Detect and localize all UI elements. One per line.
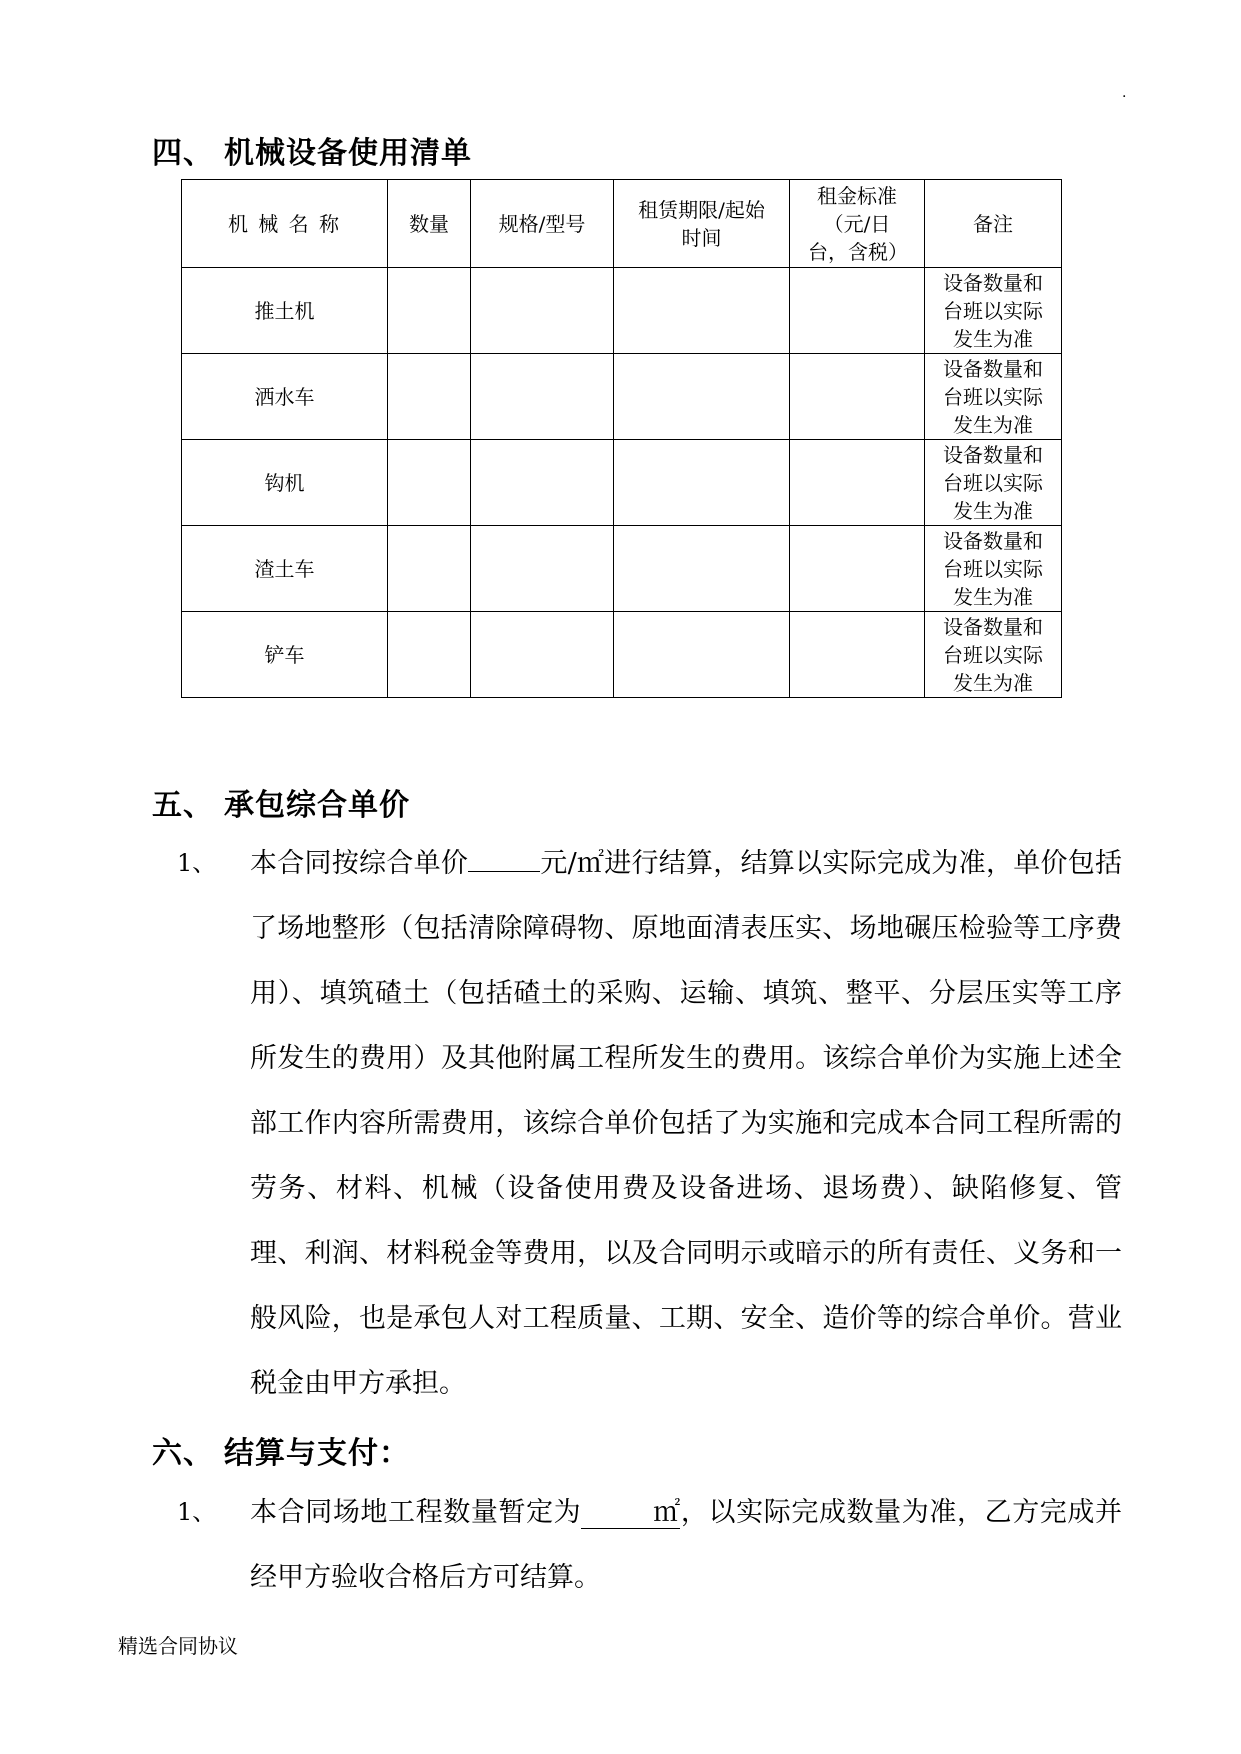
table-row [182, 612, 1062, 698]
note-cell: 设备数量和台班以实际发生为准 [925, 526, 1062, 612]
settlement-paragraph [250, 1480, 1122, 1610]
text-run: 元/㎡进行结算，结算以实际完成为准，单价包括了场地整形（包括清除障碍物、原地面清表压实、场地碾压检验等工序费用）、填筑碴土（包括碴土的采购、运输、填筑、整平、分层压实等工序所发生的费用）及其他附属工程所发生的费用。该综合单价为实施上述全部工作内容所需费用，该综合单价包括了为实施和完成本合同工程所需的劳务、材料、机械（设备使用费及设备进场、退场费）、缺陷修复、管理、利润、材料税金等费用，以及合同明示或暗示的所有责任、义务和一般风险，也是承包人对工程质量、工期、安全、造价等的综合单价。营业税金由甲方承担。 [250, 848, 1122, 1399]
item-index: 1、 [177, 1498, 217, 1526]
period-cell [614, 354, 790, 440]
machine-name: 铲车 [182, 612, 388, 698]
section-heading-4 [152, 128, 472, 172]
col-header-quantity: 数量 [388, 180, 471, 268]
section-number: 六、 [152, 1436, 214, 1471]
section-number: 四、 [152, 136, 214, 171]
rent-cell [790, 268, 925, 354]
machinery-table [181, 179, 1062, 698]
col-header-period: 租赁期限/起始时间 [614, 180, 790, 268]
table-row [182, 526, 1062, 612]
rent-cell [790, 526, 925, 612]
spec-cell [471, 354, 614, 440]
quantity-unit: ㎡ [653, 1497, 681, 1528]
table-row [182, 440, 1062, 526]
period-cell [614, 440, 790, 526]
note-cell: 设备数量和台班以实际发生为准 [925, 612, 1062, 698]
period-cell [614, 268, 790, 354]
spec-cell [471, 612, 614, 698]
note-cell: 设备数量和台班以实际发生为准 [925, 354, 1062, 440]
rent-cell [790, 440, 925, 526]
unit-price-paragraph [250, 831, 1122, 1416]
note-cell: 设备数量和台班以实际发生为准 [925, 440, 1062, 526]
quantity-cell [388, 268, 471, 354]
machine-name: 渣土车 [182, 526, 388, 612]
text-run: 本合同按综合单价 [250, 848, 469, 879]
quantity-blank [581, 1498, 680, 1529]
quantity-cell [388, 526, 471, 612]
quantity-cell [388, 440, 471, 526]
table-row [182, 354, 1062, 440]
quantity-cell [388, 612, 471, 698]
spec-cell [471, 268, 614, 354]
period-cell [614, 526, 790, 612]
machine-name: 推土机 [182, 268, 388, 354]
note-cell: 设备数量和台班以实际发生为准 [925, 268, 1062, 354]
item-index: 1、 [177, 849, 217, 877]
page-mark: · [1122, 89, 1127, 105]
table-row [182, 268, 1062, 354]
text-run: ，以实际完成数量为准，乙方完成并经甲方验收合格后方可结算。 [250, 1497, 1123, 1593]
table-header-row [182, 180, 1062, 268]
period-cell [614, 612, 790, 698]
machine-name: 洒水车 [182, 354, 388, 440]
machine-name: 钩机 [182, 440, 388, 526]
col-header-rent: 租金标准（元/日台，含税） [790, 180, 925, 268]
quantity-cell [388, 354, 471, 440]
section-title: 承包综合单价 [224, 788, 410, 823]
unit-price-blank [468, 871, 540, 872]
col-header-note: 备注 [925, 180, 1062, 268]
col-header-name: 机 械 名 称 [182, 180, 388, 268]
page-footer: 精选合同协议 [118, 1634, 238, 1658]
section-heading-6 [152, 1428, 410, 1472]
text-run: 本合同场地工程数量暂定为 [250, 1497, 582, 1528]
col-header-spec: 规格/型号 [471, 180, 614, 268]
rent-cell [790, 612, 925, 698]
spec-cell [471, 526, 614, 612]
section-title: 机械设备使用清单 [224, 136, 472, 171]
section-number: 五、 [152, 788, 214, 823]
spec-cell [471, 440, 614, 526]
section-heading-5 [152, 780, 410, 824]
section-title: 结算与支付： [224, 1436, 410, 1471]
rent-cell [790, 354, 925, 440]
